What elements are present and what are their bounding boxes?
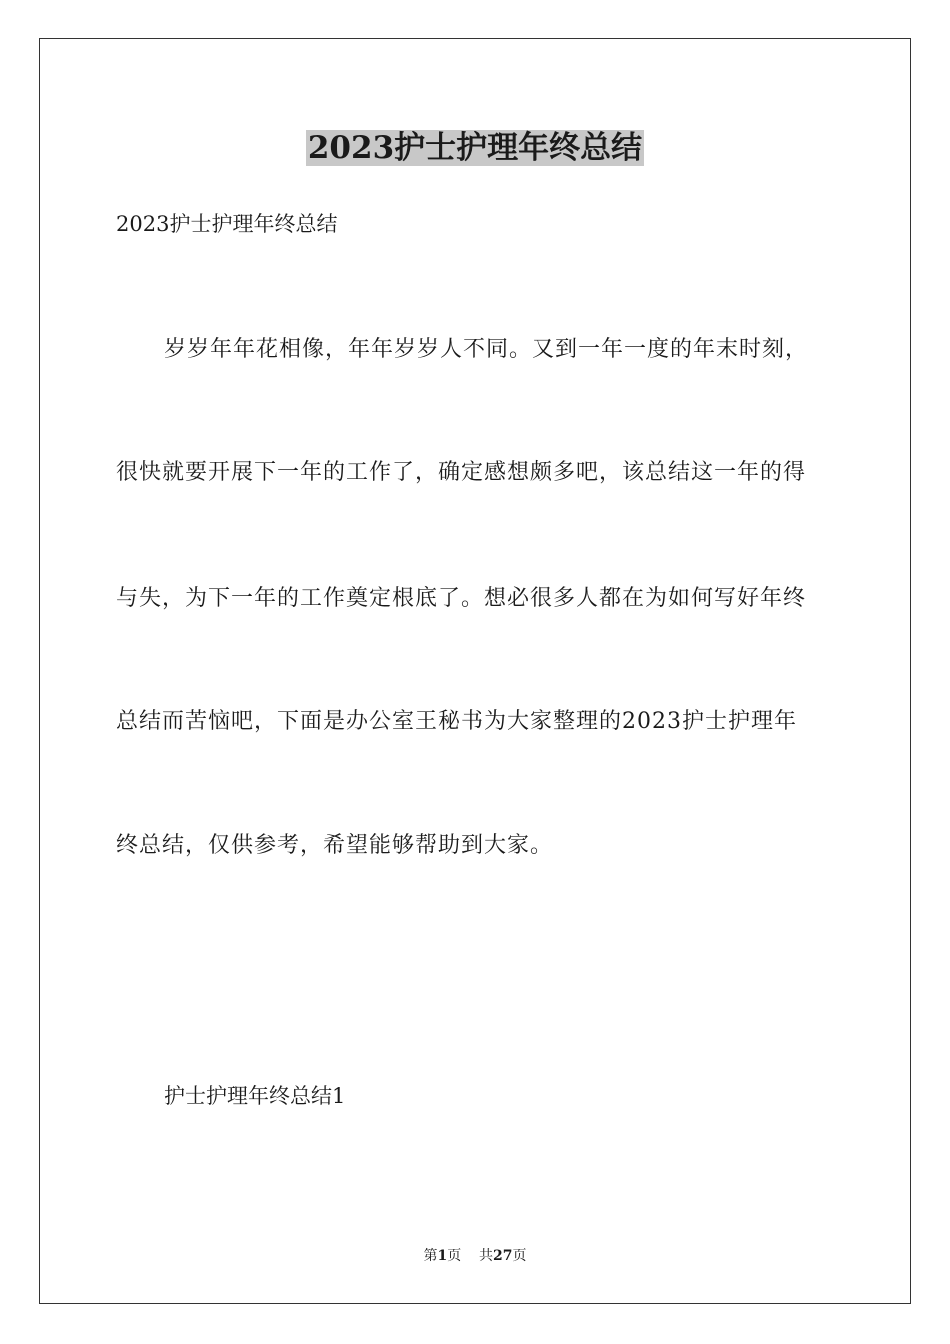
intro-line-4: 总结而苦恼吧，下面是办公室王秘书为大家整理的2023护士护理年 bbox=[116, 709, 797, 734]
intro-line-3: 与失，为下一年的工作奠定根底了。想必很多人都在为如何写好年终 bbox=[116, 586, 807, 611]
footer-current-page: 1 bbox=[437, 1248, 448, 1264]
footer-page-prefix: 第 bbox=[423, 1248, 438, 1264]
footer-total-pages: 27 bbox=[493, 1248, 513, 1264]
section-heading: 护士护理年终总结1 bbox=[164, 1084, 346, 1108]
intro-line-2: 很快就要开展下一年的工作了，确定感想颇多吧，该总结这一年的得 bbox=[116, 460, 807, 485]
document-title-text: 2023护士护理年终总结 bbox=[307, 130, 643, 166]
footer-page-suffix: 页 bbox=[447, 1248, 462, 1264]
intro-line-5: 终总结，仅供参考，希望能够帮助到大家。 bbox=[116, 833, 554, 858]
footer-total-prefix: 共 bbox=[479, 1248, 494, 1264]
document-title bbox=[0, 128, 950, 168]
page-footer bbox=[0, 1247, 950, 1265]
footer-total-suffix: 页 bbox=[512, 1248, 527, 1264]
document-subtitle: 2023护士护理年终总结 bbox=[116, 212, 338, 236]
intro-line-1: 岁岁年年花相像，年年岁岁人不同。又到一年一度的年末时刻， bbox=[164, 337, 809, 362]
